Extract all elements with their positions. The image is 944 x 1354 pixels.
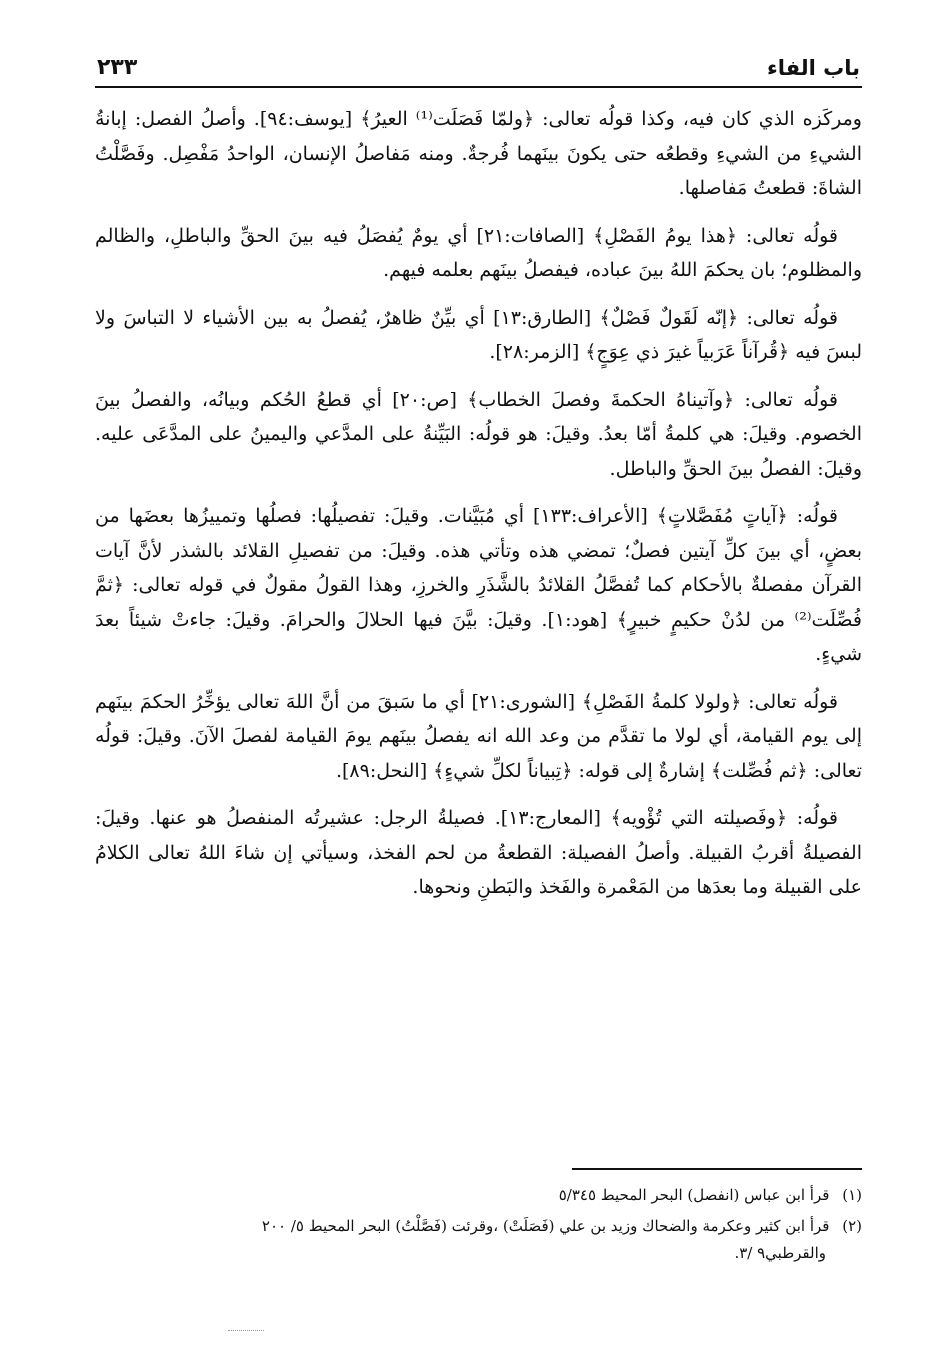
- footnote-separator: [572, 1168, 862, 1170]
- paragraph: ومركَزه الذي كان فيه، وكذا قولُه تعالى: ﴿ولمّا فَصَلَت⁽¹⁾ العيرُ﴾ [يوسف:٩٤]. وأصلُ الفصل: إبانةُ الشيءِ من الشيءِ وقطعُه حتى يكونَ بينَهما فُرجةٌ. ومنه مَفاصلُ الإنسان، الواحدُ مَفْصِل. وفَصَّلْتُ الشاةَ: قطعتُ مَفاصلها.: [95, 108, 862, 199]
- scan-speck: [228, 1330, 264, 1331]
- paragraph: قولُه تعالى: ﴿وآتيناهُ الحكمةَ وفصلَ الخطاب﴾ [ص:٢٠] أي قطعُ الحُكم وبيانُه، والفصلُ بينَ الخصوم. وقيلَ: هي كلمةُ أمّا بعدُ. وقيلَ: هو قولُه: البَيِّنةُ على المدَّعي واليمينُ على المدَّعَى عليه. وقيلَ: الفصلُ بينَ الحقِّ والباطل.: [95, 388, 862, 480]
- page-header: [95, 42, 862, 88]
- chapter-title: باب الفاء: [766, 56, 860, 80]
- paragraph: قولُه: ﴿آياتٍ مُفَصَّلاتٍ﴾ [الأعراف:١٣٣] أي مُبَيَّنات. وقيلَ: تفصيلُها: فصلُها وتمييزُها بعضَها من بعضٍ، أي بينَ كلِّ آيتين فصلٌ؛ تمضي هذه وتأتي هذه. وقيلَ: من تفصيلِ القلائد بالشذر لأنَّ آيات القرآن مفصلةٌ بالأحكام كما تُفصَّلُ القلائدُ بالشَّذَرِ والخرزِ، وهذا القولُ مقولٌ في قوله تعالى: ﴿ثمَّ فُصِّلَت⁽²⁾ من لدُنْ حكيمٍ خبيرٍ﴾ [هود:١]. وقيلَ: بيَّنَ فيها الحلالَ والحرامَ. وقيلَ: جاءتْ شيئاً بعدَ شيءٍ.: [95, 505, 862, 665]
- footnotes: [95, 1182, 862, 1271]
- footnote: [95, 1182, 862, 1209]
- paragraph: قولُه تعالى: ﴿إنّه لَقَولٌ فَصْلٌ﴾ [الطارق:١٣] أي بيِّنٌ ظاهرٌ، يُفصلُ به بين الأشياء لا التباسَ ولا لبسَ فيه ﴿قُرآناً عَرَبياً غيرَ ذي عِوَجٍ﴾ [الزمر:٢٨].: [95, 306, 862, 363]
- footnote: [95, 1213, 862, 1267]
- paragraph: قولُه تعالى: ﴿ولولا كلمةُ الفَصْلِ﴾ [الشورى:٢١] أي ما سَبقَ من أنَّ اللهَ تعالى يؤخِّرُ الحكمَ بينَهم إلى يوم القيامة، أي لولا ما تقدَّم من وعد الله انه يفصلُ بينَهم يومَ القيامة لفصلَ الآنَ. وقيلَ: قولُه تعالى: ﴿ثم فُصِّلت﴾ إشارةٌ إلى قوله: ﴿تِبياناً لكلِّ شيءٍ﴾ [النحل:٨٩].: [95, 690, 862, 782]
- footnote-number: (١): [842, 1186, 862, 1204]
- footnote-text: قرأ ابن كثير وعكرمة والضحاك وزيد بن علي (فَصَلَتْ) ،وقرئت (فَصَّلْتُ) البحر المحيط ٥/ ٢٠٠: [261, 1217, 830, 1235]
- main-text: [95, 102, 862, 905]
- footnote-text-continued: والقرطبي٩ /٣.: [734, 1244, 826, 1262]
- footnote-number: (٢): [842, 1217, 862, 1235]
- footnote-text: قرأ ابن عباس (انفصل) البحر المحيط ٥/٣٤٥: [558, 1186, 830, 1204]
- paragraph: قولُه تعالى: ﴿هذا يومُ الفَصْلِ﴾ [الصافات:٢١] أي يومٌ يُفصَلُ فيه بينَ الحقِّ والباطلِ، والظالم والمظلوم؛ بان يحكمَ اللهُ بينَ عباده، فيفصلُ بينَهم بعلمه فيهم.: [95, 224, 862, 281]
- page-number: ٢٣٣: [97, 55, 138, 80]
- paragraph: قولُه: ﴿وفَصيلته التي تُؤْويه﴾ [المعارج:١٣]. فصيلةُ الرجل: عشيرتُه المنفصلُ هو عنها. وقيلَ: الفصيلةُ أقربُ القبيلة. وأصلُ الفصيلة: القطعةُ من لحم الفخذ، وسيأتي إن شاءَ اللهُ تعالى الكلامُ على القبيلة وما بعدَها من المَعْمرة والفَخذ والبَطنِ ونحوها.: [95, 807, 862, 898]
